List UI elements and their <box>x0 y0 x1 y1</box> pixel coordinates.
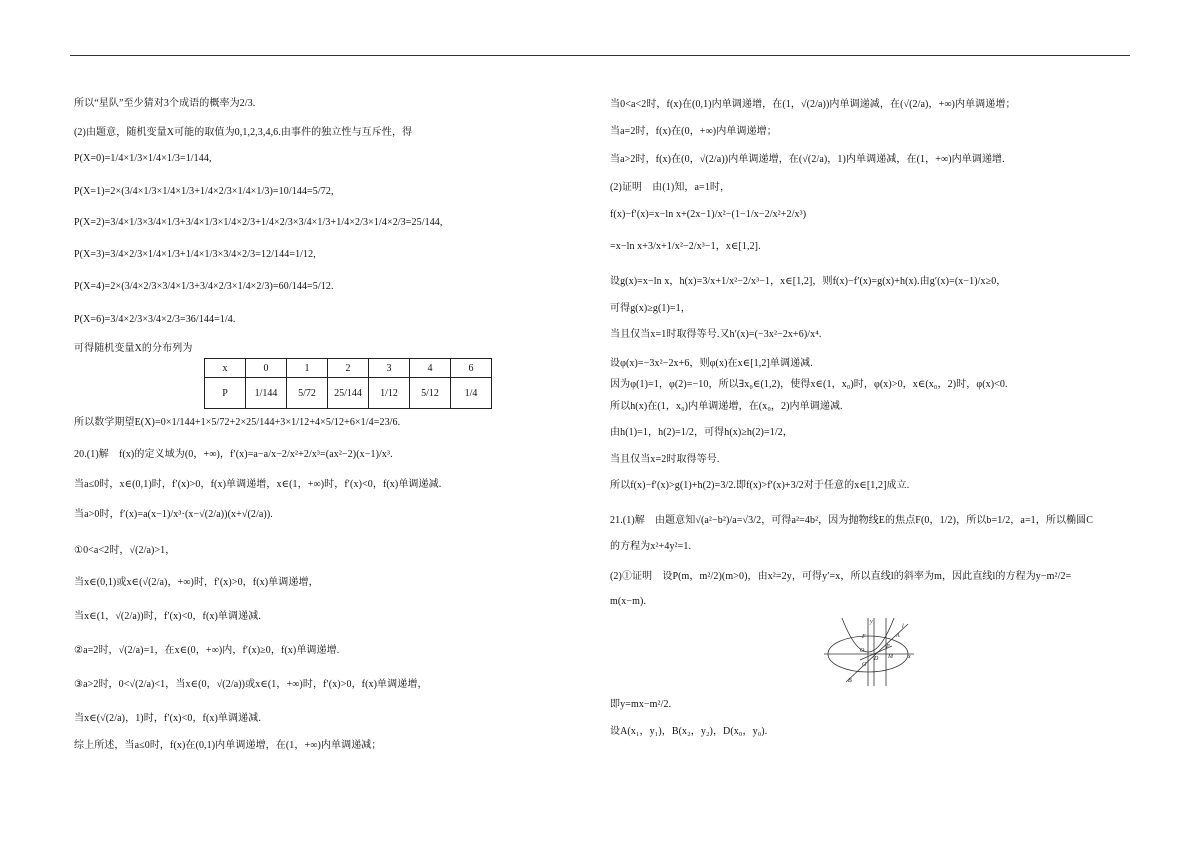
ellipse-parabola-figure <box>822 616 918 688</box>
text-line: 21.(1)解 由题意知√(a²−b²)/a=√3/2，可得a²=4b²，因为抛物线E的焦点F(0，1/2)，所以b=1/2，a=1，所以椭圆C <box>610 515 1094 526</box>
text-line: (2)由题意，随机变量X可能的取值为0,1,2,3,4,6.由事件的独立性与互斥性，得 <box>74 127 413 138</box>
text-line: m(x−m). <box>610 596 647 607</box>
table-cell: 1/144 <box>246 378 287 409</box>
table-cell: 2 <box>328 359 369 378</box>
figure-label: O <box>860 648 865 654</box>
text-line: ①0<a<2时，√(2/a)>1， <box>74 545 176 556</box>
text-line: 当x∈(0,1)或x∈(√(2/a)，+∞)时，f′(x)>0，f(x)单调递增， <box>74 577 319 588</box>
text-line: f(x)−f′(x)=x−ln x+(2x−1)/x²−(1−1/x−2/x²+2/x³) <box>610 209 807 220</box>
table-cell: 25/144 <box>328 378 369 409</box>
figure-label: F <box>862 634 866 640</box>
text-line: =x−ln x+3/x+1/x²−2/x³−1，x∈[1,2]. <box>610 241 761 252</box>
text-line: (2)①证明 设P(m，m²/2)(m>0)，由x²=2y，可得y′=x，所以直线l的斜率为m，因此直线l的方程为y−m²/2= <box>610 571 1072 582</box>
text-line: 当a=2时，f(x)在(0，+∞)内单调递增； <box>610 126 777 137</box>
text-line: 当x∈(√(2/a)，1)时，f′(x)<0，f(x)单调递减. <box>74 713 261 724</box>
distribution-table <box>204 358 492 409</box>
text-line: 当0<a<2时，f(x)在(0,1)内单调递增，在(1，√(2/a))内单调递减，在(√(2/a)，+∞)内单调递增； <box>610 99 1016 110</box>
text-line: 因为φ(1)=1，φ(2)=−10，所以∃x₀∈(1,2)，使得x∈(1，x₀)时，φ(x)>0，x∈(x₀，2)时，φ(x)<0. <box>610 379 1008 390</box>
text-line: (2)证明 由(1)知，a=1时， <box>610 182 731 193</box>
text-line: 所以h(x)在(1，x₀)内单调递增，在(x₀，2)内单调递减. <box>610 401 843 412</box>
figure-label: P <box>886 644 890 650</box>
table-cell: 5/12 <box>410 378 451 409</box>
text-line: ③a>2时，0<√(2/a)<1，当x∈(0，√(2/a))或x∈(1，+∞)时，f′(x)>0，f(x)单调递增， <box>74 679 428 690</box>
text-line: 的方程为x²+4y²=1. <box>610 541 692 552</box>
text-line: 所以数学期望E(X)=0×1/144+1×5/72+2×25/144+3×1/12+4×5/12+6×1/4=23/6. <box>74 417 401 428</box>
figure-label: x <box>908 654 911 660</box>
text-line: 当a>2时，f(x)在(0，√(2/a))内单调递增，在(√(2/a)，1)内单调递减，在(1，+∞)内单调递增. <box>610 154 1005 165</box>
text-line: 当且仅当x=1时取得等号.又h′(x)=(−3x²−2x+6)/x⁴. <box>610 329 822 340</box>
table-cell: 4 <box>410 359 451 378</box>
text-line: P(X=2)=3/4×1/3×3/4×1/3+3/4×1/3×1/4×2/3+1/4×2/3×3/4×1/3+1/4×2/3×1/4×2/3=25/144, <box>74 217 443 228</box>
text-line: 设g(x)=x−ln x，h(x)=3/x+1/x²−2/x³−1，x∈[1,2]，则f(x)−f′(x)=g(x)+h(x).由g′(x)=(x−1)/x≥0， <box>610 276 1007 287</box>
figure-label: y <box>870 619 873 625</box>
text-line: 可得随机变量X的分布列为 <box>74 343 193 354</box>
table-row <box>205 378 492 409</box>
table-cell: 6 <box>451 359 492 378</box>
table-row <box>205 359 492 378</box>
text-line: 即y=mx−m²/2. <box>610 699 672 710</box>
table-header-x: x <box>205 359 246 378</box>
figure-label: D <box>874 656 879 662</box>
text-line: 所以f(x)−f′(x)>g(1)+h(2)=3/2.即f(x)>f′(x)+3/2对于任意的x∈[1,2]成立. <box>610 480 910 491</box>
table-cell: 1/4 <box>451 378 492 409</box>
text-line: 当a≤0时，x∈(0,1)时，f′(x)>0，f(x)单调递增，x∈(1，+∞)时，f′(x)<0，f(x)单调递减. <box>74 479 442 490</box>
text-line: 当a>0时，f′(x)=a(x−1)/x³·(x−√(2/a))(x+√(2/a)). <box>74 509 273 520</box>
figure-label: B <box>848 678 852 684</box>
text-line: P(X=4)=2×(3/4×2/3×3/4×1/3+3/4×2/3×1/4×2/3)=60/144=5/12. <box>74 281 334 292</box>
text-line: 所以“星队”至少猜对3个成语的概率为2/3. <box>74 98 256 109</box>
text-line: 20.(1)解 f(x)的定义域为(0，+∞)，f′(x)=a−a/x−2/x²+2/x³=(ax²−2)(x−1)/x³. <box>74 449 393 460</box>
text-line: 综上所述，当a≤0时，f(x)在(0,1)内单调递增，在(1，+∞)内单调递减； <box>74 740 382 751</box>
text-line: ②a=2时，√(2/a)=1，在x∈(0，+∞)内，f′(x)≥0，f(x)单调递增. <box>74 645 340 656</box>
table-cell: 0 <box>246 359 287 378</box>
text-line: 当且仅当x=2时取得等号. <box>610 454 720 465</box>
table-cell: 1/12 <box>369 378 410 409</box>
table-header-p: P <box>205 378 246 409</box>
text-line: P(X=0)=1/4×1/3×1/4×1/3=1/144, <box>74 153 212 164</box>
figure-label: M <box>888 654 893 660</box>
text-line: 可得g(x)≥g(1)=1， <box>610 303 691 314</box>
table-cell: 1 <box>287 359 328 378</box>
text-line: P(X=3)=3/4×2/3×1/4×1/3+1/4×1/3×3/4×2/3=12/144=1/12, <box>74 249 316 260</box>
text-line: 设φ(x)=−3x²−2x+6，则φ(x)在x∈[1,2]单调递减. <box>610 358 813 369</box>
text-line: P(X=1)=2×(3/4×1/3×1/4×1/3+1/4×2/3×1/4×1/3)=10/144=5/72, <box>74 186 334 197</box>
text-line: 由h(1)=1，h(2)=1/2，可得h(x)≥h(2)=1/2， <box>610 427 793 438</box>
figure-label: A <box>896 633 900 639</box>
figure-label: G <box>862 662 867 668</box>
table-cell: 3 <box>369 359 410 378</box>
text-line: 设A(x₁，y₁)，B(x₂，y₂)，D(x₀，y₀). <box>610 726 768 737</box>
table-cell: 5/72 <box>287 378 328 409</box>
figure-label: l <box>902 624 904 630</box>
text-line: P(X=6)=3/4×2/3×3/4×2/3=36/144=1/4. <box>74 314 236 325</box>
header-rule <box>70 55 1130 56</box>
text-line: 当x∈(1，√(2/a))时，f′(x)<0，f(x)单调递减. <box>74 611 261 622</box>
